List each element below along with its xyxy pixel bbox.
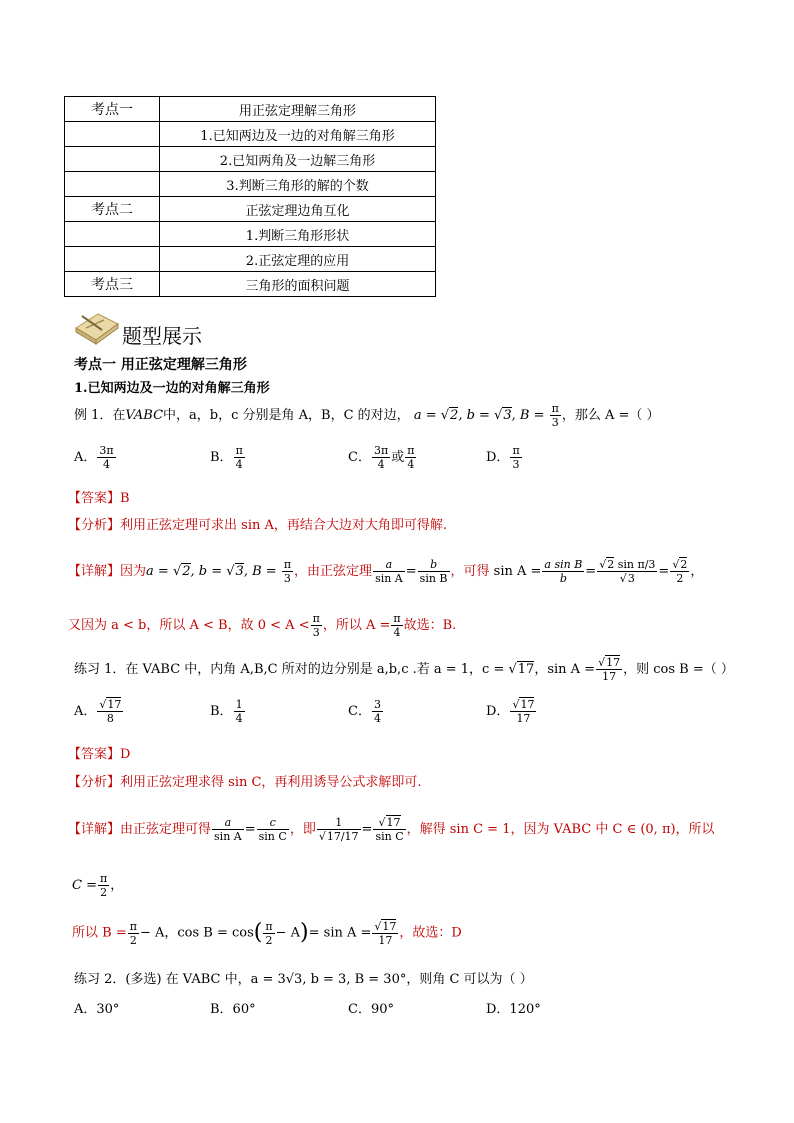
pr1-option-b[interactable]: B． $\frac{1}{4}$ [210, 698, 243, 725]
ex1-stem [74, 402, 660, 429]
pr1-detail: 【详解】由正弦定理可得 $\frac{a}{\text{sin A}}$ = $\frac{c}{\text{sin C}}$ ，即 $\frac{1}{√17/17}$ = $\frac{√17}{\text{sin C}}$ ，解得 sin C = 1，因为 VABC 中 C ∈ (0, π)，所以 [68, 816, 715, 843]
pr1-analysis-tag: 【分析】 [68, 775, 121, 790]
pr1-detail-h: = sin A = [308, 925, 372, 941]
outline-topic-cell: 正弦定理边角互化 [160, 197, 436, 222]
ex1-analysis-text: 利用正弦定理可求出 sin A，再结合大边对大角即可得解. [120, 518, 448, 533]
ex1-option-a-frac: $\frac{3\pi}{4}$ [99, 444, 114, 471]
pr1-pi2-b: $\frac{\pi}{2}$ [129, 919, 137, 947]
outline-point-cell [65, 247, 160, 272]
ex1-detail2-pi3: $\frac{\pi}{3}$ [312, 612, 320, 639]
outline-point-cell: 考点三 [65, 272, 160, 297]
pr1-analysis [68, 771, 422, 790]
sub1-heading: 1.已知两边及一边的对角解三角形 [74, 381, 270, 396]
ex1-detail2-b: ，所以 A = [322, 618, 391, 633]
ex1-option-b[interactable] [210, 444, 246, 471]
pr1-detail-g: − A，cos B = cos [139, 925, 254, 941]
pr1-detail-tag: 【详解】 [68, 822, 121, 837]
ex1-result-frac1: $\frac{\text{a sin B}}{b}$ [544, 558, 583, 585]
pr1-detail-a: 由正弦定理可得 [120, 822, 212, 837]
ex1-option-a-label: A． [74, 450, 97, 465]
ex1-detail2 [68, 612, 456, 639]
ex1-law-left: $\frac{a}{\text{sin A}}$ [375, 558, 403, 585]
ex1-option-c-frac1: $\frac{3\pi}{4}$ [373, 444, 389, 471]
ex1-option-c-label: C． [348, 450, 371, 465]
pr1-option-c[interactable]: C． $\frac{3}{4}$ [348, 698, 381, 725]
pr1-answer-tag: 【答案】 [68, 747, 121, 762]
ex1-option-d-frac: $\frac{\pi}{3}$ [512, 444, 520, 471]
outline-point-cell [65, 222, 160, 247]
pr2-option-d[interactable]: D．120° [486, 1002, 541, 1017]
ex1-detail-b: ，由正弦定理 [294, 564, 373, 579]
pr1-option-b-frac: $\frac{1}{4}$ [235, 698, 243, 725]
ex1-stem-c: 中，a，b，c 分别是角 A，B，C 的对边， [163, 408, 410, 423]
outline-point-cell [65, 122, 160, 147]
outline-point-cell: 考点二 [65, 197, 160, 222]
outline-table [64, 96, 436, 297]
pr1-option-a[interactable]: A． $\frac{√17}{8}$ [74, 698, 122, 725]
pr1-sinA-frac: $\frac{√17}{17}$ [598, 656, 621, 683]
pr1-eq-left: $\frac{1}{√17/17}$ [318, 816, 359, 843]
pr1-answer-value: D [120, 747, 131, 762]
pr1-final-frac: $\frac{√17}{17}$ [374, 919, 397, 947]
pr1-stem-a: 练习 1．在 VABC 中，内角 A,B,C 所对的边分别是 a,b,c .若 a = 1，c = [74, 662, 505, 677]
outline-topic-cell: 1.已知两边及一边的对角解三角形 [160, 122, 436, 147]
ex1-detail: 【详解】因为a = √2, b = √3, B = $\frac{\pi}{3}$ ，由正弦定理 $\frac{a}{\text{sin A}}$ = $\frac{b}{\text{sin B}}$ ，可得 sin A = $\frac{\text{a sin B}}{b}$ = $\frac{\text{√2 sin π/3}}{√3}$ = $\frac{√2}{2}$ ， [68, 558, 704, 585]
ex1-result-frac2: $\frac{\text{√2 sin π/3}}{√3}$ [599, 558, 656, 585]
outline-row [65, 122, 436, 147]
pr2-option-a[interactable]: A．30° [74, 1002, 120, 1017]
ex1-option-b-frac: $\frac{\pi}{4}$ [235, 444, 243, 471]
ex1-given: a = √2, b = √3, B = [413, 408, 549, 423]
ex1-result-frac3: $\frac{√2}{2}$ [672, 558, 688, 585]
ex1-detail-pi3: $\frac{\pi}{3}$ [283, 558, 292, 585]
pr1-detail-b: ，即 [289, 822, 316, 837]
outline-topic-cell: 2.已知两角及一边解三角形 [160, 147, 436, 172]
pr2-option-c[interactable]: C．90° [348, 1002, 394, 1017]
outline-topic-cell: 用正弦定理解三角形 [160, 97, 436, 122]
outline-row [65, 222, 436, 247]
ex1-law-right: $\frac{b}{\text{sin B}}$ [419, 558, 448, 585]
outline-point-cell: 考点一 [65, 97, 160, 122]
ex1-detail2-c: 故选：B. [403, 618, 457, 633]
pr1-stem-b: ，sin A = [534, 662, 596, 677]
section-title: 题型展示 [122, 324, 202, 348]
pr1-detail-d: C = [72, 878, 97, 893]
outline-row [65, 247, 436, 272]
pr1-answer [68, 743, 130, 762]
pr1-option-d[interactable]: D． $\frac{√17}{17}$ [486, 698, 535, 725]
pr2-stem: 练习 2．(多选) 在 VABC 中，a = 3√3, b = 3, B = 30°，则角 C 可以为（ ） [74, 972, 533, 987]
ex1-analysis [68, 514, 447, 533]
ex1-answer [68, 487, 130, 506]
pr1-law-right: $\frac{c}{\text{sin C}}$ [258, 816, 287, 843]
pr1-detail-f: 所以 B = [72, 925, 127, 941]
outline-row [65, 272, 436, 297]
outline-topic-cell: 三角形的面积问题 [160, 272, 436, 297]
book-icon [72, 306, 120, 346]
pr1-detail-line2 [72, 872, 123, 899]
ex1-answer-value: B [120, 491, 130, 506]
ex1-option-b-label: B． [210, 450, 233, 465]
ex1-analysis-tag: 【分析】 [68, 518, 121, 533]
pr2-option-b[interactable]: B．60° [210, 1002, 256, 1017]
pr1-stem-c: ，则 cos B =（ ） [623, 662, 734, 677]
ex1-pi3: $\frac{\pi}{3}$ [551, 402, 559, 429]
ex1-option-d-label: D． [486, 450, 510, 465]
ex1-detail2-a: 又因为 a < b，所以 A < B，故 0 < A < [68, 618, 310, 633]
outline-point-cell [65, 172, 160, 197]
pr1-detail-e: ， [110, 878, 124, 893]
ex1-option-a[interactable] [74, 444, 117, 471]
pr1-option-c-frac: $\frac{3}{4}$ [373, 698, 381, 725]
outline-topic-cell: 1.判断三角形形状 [160, 222, 436, 247]
ex1-detail-given: a = √2, b = √3, B = [146, 564, 281, 579]
pr1-pi2: $\frac{\pi}{2}$ [99, 872, 108, 899]
pr1-detail-c: ，解得 sin C = 1，因为 VABC 中 C ∈ (0, π)，所以 [406, 822, 715, 837]
ex1-detail-tag: 【详解】 [68, 564, 121, 579]
ex1-stem-a: 例 1．在 [74, 408, 126, 423]
outline-row [65, 97, 436, 122]
pr1-pi2-c: $\frac{\pi}{2}$ [265, 919, 273, 947]
ex1-detail-a: 因为 [120, 564, 147, 579]
ex1-option-d[interactable] [486, 444, 523, 471]
ex1-option-c-frac2: $\frac{\pi}{4}$ [407, 444, 415, 471]
ex1-stem-b: VABC [125, 408, 164, 423]
outline-topic-cell: 2.正弦定理的应用 [160, 247, 436, 272]
outline-row [65, 147, 436, 172]
pr1-detail-line3: 所以 B = $\frac{\pi}{2}$ − A，cos B = cos( $\frac{\pi}{2}$ − A)= sin A = $\frac{√17}{17}$ ，故选：D [72, 919, 462, 947]
ex1-option-c[interactable]: C． $\frac{3\pi}{4}$ 或 $\frac{\pi}{4}$ [348, 444, 415, 471]
pr1-law-left: $\frac{a}{\text{sin A}}$ [214, 816, 242, 843]
outline-topic-cell: 3.判断三角形的解的个数 [160, 172, 436, 197]
ex1-stem-d: ，那么 A =（ ） [561, 408, 660, 423]
pr1-option-d-frac: $\frac{√17}{17}$ [512, 698, 535, 725]
ex1-detail2-pi4: $\frac{\pi}{4}$ [393, 612, 401, 639]
outline-point-cell [65, 147, 160, 172]
ex1-result: sin A = [493, 564, 542, 579]
pr1-stem: 练习 1．在 VABC 中，内角 A,B,C 所对的边分别是 a,b,c .若 a = 1，c = √17，sin A = $\frac{√17}{17}$ ，则 cos B =（ ） [74, 656, 734, 683]
ex1-answer-tag: 【答案】 [68, 491, 121, 506]
outline-row [65, 172, 436, 197]
outline-row [65, 197, 436, 222]
ex1-detail-c: ，可得 [450, 564, 490, 579]
pr1-eq-right: $\frac{√17}{\text{sin C}}$ [375, 816, 404, 843]
pr1-option-a-frac: $\frac{√17}{8}$ [99, 698, 122, 725]
point1-heading: 考点一 用正弦定理解三角形 [74, 357, 247, 373]
pr1-detail-i: ，故选：D [399, 925, 462, 941]
pr1-analysis-text: 利用正弦定理求得 sin C，再利用诱导公式求解即可. [120, 775, 422, 790]
